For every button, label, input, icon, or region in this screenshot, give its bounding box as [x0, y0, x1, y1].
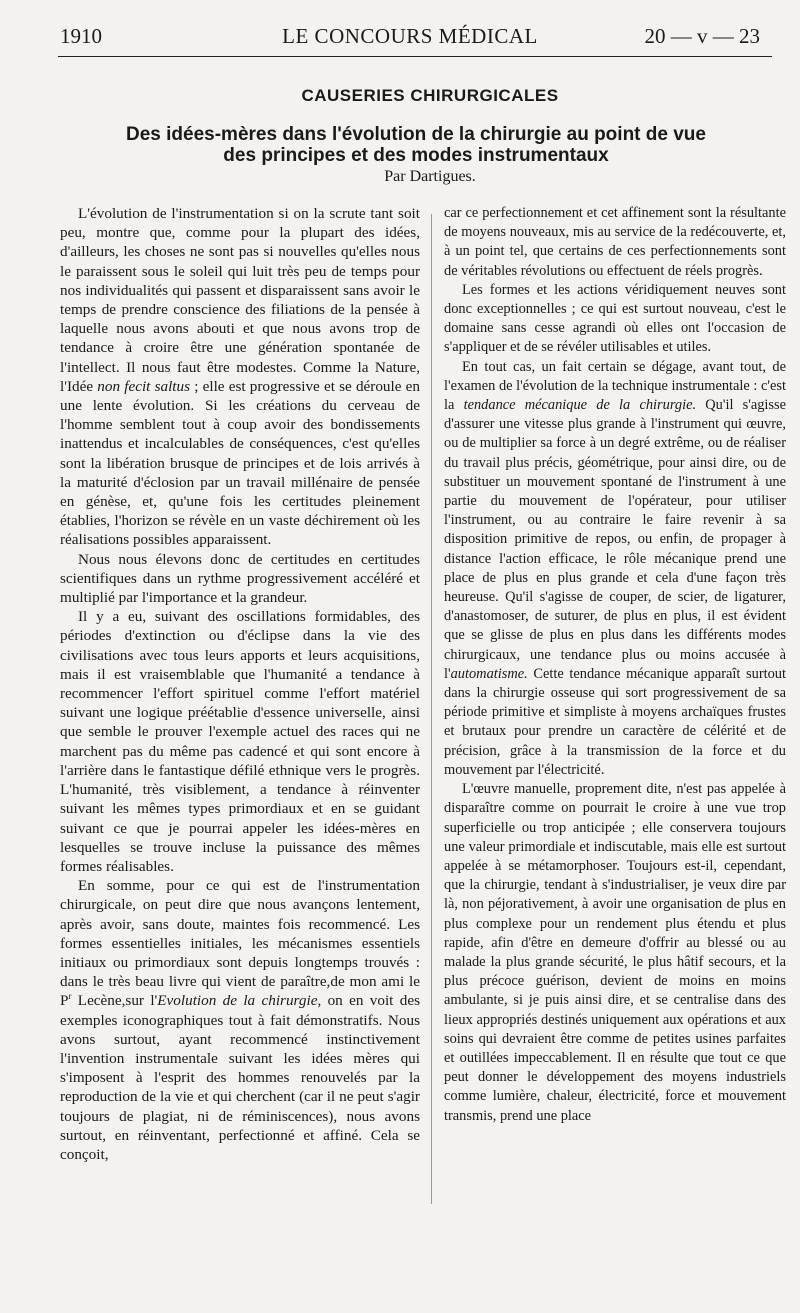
paragraph: En somme, pour ce qui est de l'instrumentation chirurgicale, on peut dire que nous avançons lentement, après avoir, sans doute, maintes fois recommencé. Les formes essentielles initiales, les mécanismes essentiels initiaux ou primordiaux sont depuis longtemps trouvés : dans le très beau livre qui vient de paraître,de mon ami le $P^r$ Lecène,sur l'Evolution de la chirurgie, on en voit des exemples iconographiques tout à fait démonstratifs. Nous avons surtout, ayant recommencé instinctivement l'invention instrumentale suivant les idées mères qui s'imposent à l'esprit des hommes renouvelés par la reproduction de la vie et qui cherchent (car il ne peut s'agir toujours de plagiat, ni de réminiscences), nous avons surtout, en réinventant, perfectionné et affiné. Cela se conçoit, — [60, 877, 420, 1163]
paragraph: Nous nous élevons donc de certitudes en certitudes scientifiques dans un rythme progressivement accéléré et multiplié par l'importance et la grandeur. — [60, 550, 420, 607]
byline: Par Dartigues. — [384, 168, 476, 185]
paragraph: L'œuvre manuelle, proprement dite, n'est pas appelée à disparaître comme on pourrait le croire à une vue trop superficielle ou trop anticipée ; elle conservera toujours une valeur primordiale et indiscutable, mais elle est surtout appelée à se métamorphoser. Toujours est-il, cependant, que la chirurgie, tendant à s'industrialiser, je veux dire par là, non péjorativement, à avoir une organisation de plus en plus complexe pour un rendement plus étendu et plus rapide, afin d'être en demeure d'offrir au blessé ou au malade la plus grande sécurité, le plus hâtif secours, et la plus précoce guérison, devient de moins en moins ambulante, si je puis ainsi dire, et se centralise dans des lieux appropriés destinés uniquement aux opérations et aux soins qui devraient être comme de petites usines parfaites et outillées impeccablement. Il en résulte que tout ce que peut donner le développement des moyens industriels comme lumière, chaleur, électricité, force et mouvement transmis, prend une place — [444, 781, 786, 1124]
paragraph: car ce perfectionnement et cet affinement sont la résultante de moyens nouveaux, mis au service de la redécouverte, et, à un point tel, que certains de ces perfectionnements sont de véritables révolutions ou effectuent de réels progrès. — [444, 205, 786, 279]
article-title-line1: Des idées-mères dans l'évolution de la chirurgie au point de vue — [126, 124, 706, 145]
paragraph: En tout cas, un fait certain se dégage, avant tout, de l'examen de l'évolution de la technique instrumentale : c'est la tendance mécanique de la chirurgie. Qu'il s'agisse d'assurer une vitesse plus grande à l'instrument qui œuvre, ou de multiplier sa force à un degré extrême, ou de réaliser du travail plus précis, géométrique, pour ainsi dire, ou de substituer un mouvement spontané de l'instrument à une partie du mouvement de l'opérateur, pour utiliser l'instrument, ou au contraire le faire revenir à sa disposition primitive de repos, ou enfin, de propager à distance l'action efficace, le rôle mécanique prend une place de plus en plus grande et cela d'une façon très heureuse. Qu'il s'agisse de couper, de scier, de ligaturer, d'anastomoser, de suturer, de plus en plus, il est évident que se glisse de plus en plus dans les différents modes chirurgicaux, une tendance plus ou moins accusée à l'automatisme. Cette tendance mécanique apparaît surtout dans la chirurgie osseuse qui sort progressivement de sa période primitive et simpliste à moyens archaïques frustes et brutaux pour prendre un caractère de célérité et de précision, grâce à la transmission de la force et du mouvement par l'électricité. — [444, 358, 786, 778]
header-year: 1910 — [60, 24, 102, 48]
paragraph: Il y a eu, suivant des oscillations formidables, des périodes d'extinction ou d'éclipse dans la vie des civilisations avec tous leurs apports et leurs acquisitions, mais il est vraisemblable que l'humanité a tendance à recommencer l'effort spirituel comme l'effort matériel suivant une logique préétablie d'essence universelle, ainsi que semble le prouver l'exemple actuel des races qui ne marchent pas du même pas cadencé et qui sont encore à l'arrière dans le fantastique défilé ethnique vers le progrès. L'humanité, très visiblement, a tendance à réinventer suivant les mêmes types primordiaux et en se guidant suivant ce que je pourrai appeler les idées-mères en lesquelles se trouve incluse la puissance des mêmes formes réalisables. — [60, 608, 420, 875]
column-divider — [431, 214, 432, 1204]
running-header — [60, 24, 760, 52]
paragraph: Les formes et les actions véridiquement neuves sont donc exceptionnelles ; ce qui est surtout nouveau, c'est le domaine sans cesse agrandi où elles ont l'occasion de s'appliquer et de se révéler utilisables et utiles. — [444, 281, 786, 356]
article-title — [60, 124, 772, 166]
latin-phrase: non fecit saltus — [97, 377, 191, 395]
left-column — [60, 204, 420, 1214]
book-title: Evolution de la chirurgie — [157, 992, 318, 1010]
issue-date: 20 — v — 23 — [644, 24, 760, 48]
emphasis: automatisme. — [450, 665, 528, 682]
section-title: CAUSERIES CHIRURGICALES — [301, 86, 559, 105]
emphasis: tendance mécanique de la chirurgie. — [463, 397, 697, 414]
article-title-line2: des principes et des modes instrumentaux — [223, 145, 609, 166]
right-column — [444, 204, 786, 1214]
journal-name: LE CONCOURS MÉDICAL — [282, 24, 538, 48]
header-rule — [58, 56, 772, 57]
paragraph: L'évolution de l'instrumentation si on la scrute tant soit peu, montre que, comme pour la plupart des idées, d'ailleurs, les choses ne sont pas si nouvelles qu'elles nous le paraissent sous le soleil qui luit très peu de temps pour nos individualités qui passent et disparaissent sans avoir le temps de prendre conscience des filiations de la pensée à laquelle nous avons abouti et que nous avons trop de tendance à croire être une génération spontanée de l'intellect. Il nous faut être modestes. Comme la Nature, l'Idée non fecit saltus ; elle est progressive et se déroule en une lente évolution. Si les créations du cerveau de l'homme semblent tout à coup avoir des bondissements inattendus et incalculables de conséquences, c'est qu'elles sont la libération brusque de principes et de lois arrivés à la maturité d'éclosion par un travail millénaire de pensée en génèse, et, qu'une fois les certitudes pleinement établies, l'horizon se révèle en un vaste déchirement où les réalisations possibles apparaissent. — [60, 205, 420, 549]
